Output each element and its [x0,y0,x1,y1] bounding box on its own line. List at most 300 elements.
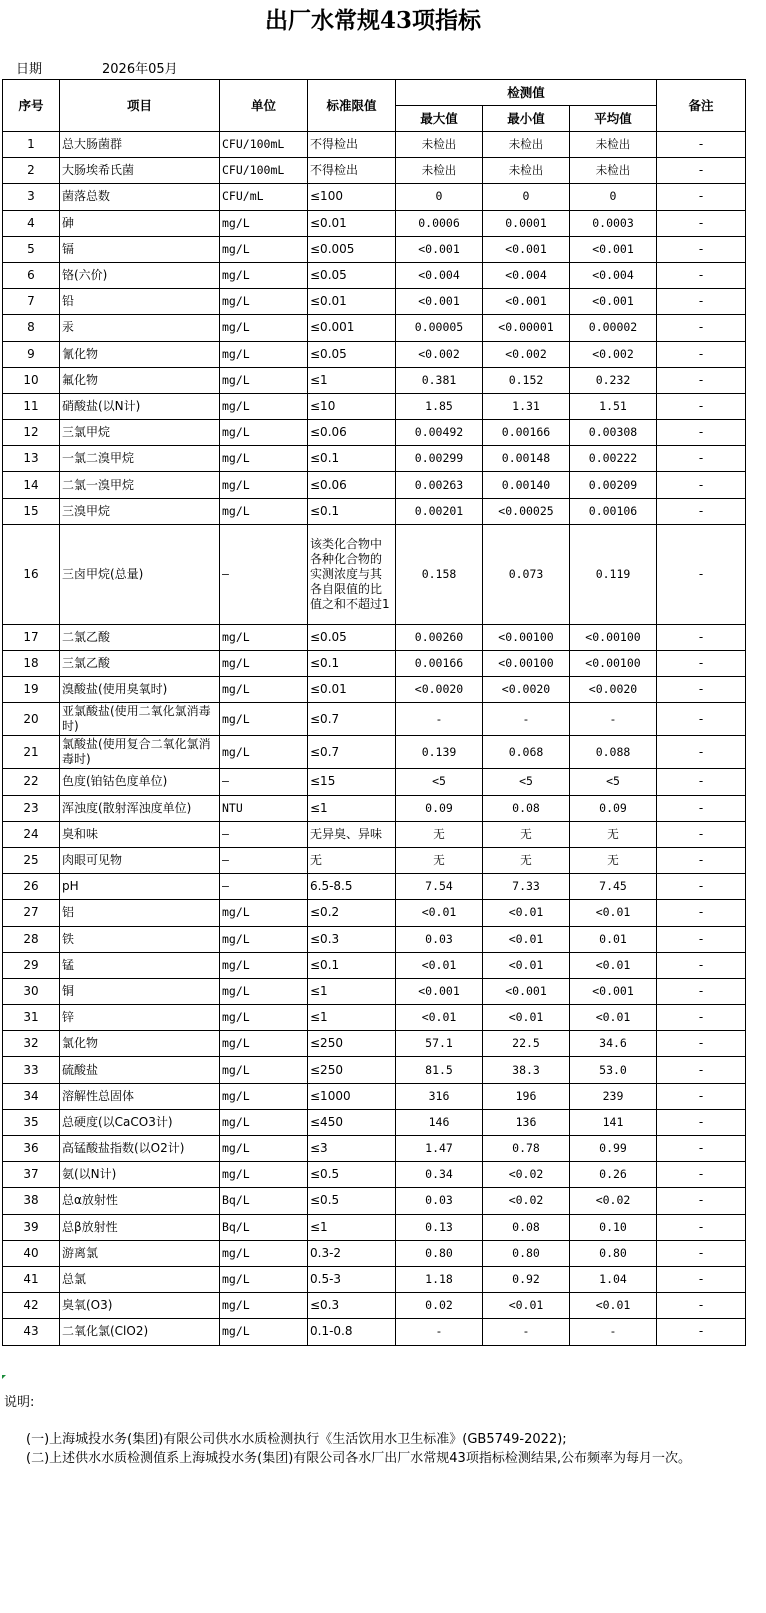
row-avg: <0.001 [570,289,657,315]
row-avg: <0.001 [570,236,657,262]
row-standard: ≤0.01 [308,289,396,315]
row-standard: ≤1 [308,978,396,1004]
row-min: <0.00025 [483,498,570,524]
row-remark: - [657,184,746,210]
water-quality-table [2,79,746,1346]
row-item: 总硬度(以CaCO3计) [60,1109,220,1135]
row-max: 0.13 [396,1214,483,1240]
row-max: 0.00166 [396,651,483,677]
row-remark: - [657,341,746,367]
row-seq: 24 [3,821,60,847]
row-seq: 10 [3,367,60,393]
row-standard: ≤0.3 [308,1293,396,1319]
row-seq: 25 [3,847,60,873]
row-max: - [396,703,483,736]
row-max: <5 [396,769,483,795]
row-max: <0.002 [396,341,483,367]
row-avg: 0.80 [570,1240,657,1266]
row-seq: 34 [3,1083,60,1109]
table-row [3,184,746,210]
table-row [3,446,746,472]
table-row [3,1162,746,1188]
row-standard: ≤0.001 [308,315,396,341]
row-seq: 23 [3,795,60,821]
row-item: 溶解性总固体 [60,1083,220,1109]
row-max: 146 [396,1109,483,1135]
row-remark: - [657,236,746,262]
row-seq: 32 [3,1031,60,1057]
row-remark: - [657,1214,746,1240]
row-standard: ≤0.06 [308,420,396,446]
row-seq: 19 [3,677,60,703]
row-remark: - [657,367,746,393]
row-remark: - [657,736,746,769]
cell-marker-icon [2,1375,6,1379]
row-seq: 17 [3,624,60,650]
row-avg: 未检出 [570,158,657,184]
row-remark: - [657,874,746,900]
row-avg: <0.01 [570,1005,657,1031]
row-item: 硫酸盐 [60,1057,220,1083]
row-standard: ≤0.1 [308,952,396,978]
row-min: <0.01 [483,952,570,978]
notes-line-1: (一)上海城投水务(集团)有限公司供水水质检测执行《生活饮用水卫生标准》(GB5749-2022); [26,1432,567,1447]
row-seq: 15 [3,498,60,524]
row-item: 三溴甲烷 [60,498,220,524]
row-max: <0.004 [396,262,483,288]
table-body [3,132,746,1346]
row-unit: mg/L [220,624,308,650]
row-max: 无 [396,847,483,873]
notes-line-2: (二)上述供水水质检测值系上海城投水务(集团)有限公司各水厂出厂水常规43项指标检测结果,公布频率为每月一次。 [26,1451,691,1466]
row-seq: 11 [3,393,60,419]
row-avg: 0.00002 [570,315,657,341]
row-seq: 18 [3,651,60,677]
row-remark: - [657,1266,746,1292]
row-remark: - [657,262,746,288]
row-min: <0.00100 [483,624,570,650]
row-unit: — [220,847,308,873]
row-unit: — [220,524,308,624]
row-min: <0.01 [483,1005,570,1031]
row-seq: 6 [3,262,60,288]
row-standard: 0.1-0.8 [308,1319,396,1345]
row-min: 38.3 [483,1057,570,1083]
header-avg: 平均值 [570,106,657,132]
row-min: 0.92 [483,1266,570,1292]
row-item: 二氧化氯(ClO2) [60,1319,220,1345]
row-seq: 14 [3,472,60,498]
row-remark: - [657,900,746,926]
header-item: 项目 [60,80,220,132]
table-row [3,393,746,419]
row-unit: mg/L [220,952,308,978]
row-item: 锌 [60,1005,220,1031]
row-standard: ≤0.05 [308,624,396,650]
row-unit: mg/L [220,1293,308,1319]
row-unit: mg/L [220,900,308,926]
row-max: 57.1 [396,1031,483,1057]
table-row [3,262,746,288]
row-standard: ≤250 [308,1057,396,1083]
row-unit: mg/L [220,289,308,315]
row-max: <0.001 [396,289,483,315]
table-row [3,847,746,873]
row-standard: 无异臭、异味 [308,821,396,847]
row-item: 臭氧(O3) [60,1293,220,1319]
date-value: 2026年05月 [102,62,178,77]
row-min: 未检出 [483,132,570,158]
row-seq: 43 [3,1319,60,1345]
header-unit: 单位 [220,80,308,132]
row-unit: mg/L [220,1240,308,1266]
row-avg: 0.119 [570,524,657,624]
row-item: 铁 [60,926,220,952]
header-max: 最大值 [396,106,483,132]
notes [4,1393,746,1468]
row-avg: 0.0003 [570,210,657,236]
row-remark: - [657,1293,746,1319]
row-seq: 41 [3,1266,60,1292]
row-avg: <5 [570,769,657,795]
table-row [3,900,746,926]
row-min: <0.002 [483,341,570,367]
row-item: 溴酸盐(使用臭氧时) [60,677,220,703]
row-unit: NTU [220,795,308,821]
table-row [3,952,746,978]
row-remark: - [657,769,746,795]
row-min: - [483,1319,570,1345]
row-avg: <0.01 [570,900,657,926]
header-detected: 检测值 [396,80,657,106]
row-item: 一氯二溴甲烷 [60,446,220,472]
row-standard: ≤0.5 [308,1162,396,1188]
row-avg: <0.00100 [570,651,657,677]
row-avg: 0.00222 [570,446,657,472]
row-avg: 0.00106 [570,498,657,524]
table-row [3,1109,746,1135]
row-avg: <0.02 [570,1188,657,1214]
row-min: 未检出 [483,158,570,184]
row-remark: - [657,1319,746,1345]
row-max: <0.01 [396,952,483,978]
row-standard: ≤0.06 [308,472,396,498]
row-min: - [483,703,570,736]
row-max: 0.158 [396,524,483,624]
row-unit: mg/L [220,677,308,703]
row-standard: 该类化合物中各种化合物的实测浓度与其各自限值的比值之和不超过1 [308,524,396,624]
row-remark: - [657,1240,746,1266]
row-item: 三卤甲烷(总量) [60,524,220,624]
row-item: 臭和味 [60,821,220,847]
row-unit: mg/L [220,703,308,736]
table-row [3,341,746,367]
row-min: <0.00100 [483,651,570,677]
row-unit: mg/L [220,1266,308,1292]
row-unit: mg/L [220,926,308,952]
row-min: <0.01 [483,926,570,952]
row-avg: 7.45 [570,874,657,900]
header-seq: 序号 [3,80,60,132]
row-max: 1.47 [396,1136,483,1162]
row-seq: 22 [3,769,60,795]
row-item: 氟化物 [60,367,220,393]
row-seq: 38 [3,1188,60,1214]
row-remark: - [657,158,746,184]
row-standard: 6.5-8.5 [308,874,396,900]
row-avg: - [570,703,657,736]
row-item: 浑浊度(散射浑浊度单位) [60,795,220,821]
row-item: 氯酸盐(使用复合二氧化氯消毒时) [60,736,220,769]
row-item: 砷 [60,210,220,236]
row-max: 0.00263 [396,472,483,498]
row-remark: - [657,795,746,821]
row-unit: mg/L [220,393,308,419]
row-seq: 20 [3,703,60,736]
table-row [3,132,746,158]
row-seq: 33 [3,1057,60,1083]
row-standard: ≤10 [308,393,396,419]
table-row [3,158,746,184]
row-seq: 40 [3,1240,60,1266]
table-row [3,978,746,1004]
row-standard: ≤0.2 [308,900,396,926]
row-unit: mg/L [220,315,308,341]
row-max: <0.01 [396,1005,483,1031]
row-unit: mg/L [220,736,308,769]
row-item: 总β放射性 [60,1214,220,1240]
table-row [3,236,746,262]
row-item: 总氯 [60,1266,220,1292]
row-min: <0.02 [483,1188,570,1214]
row-avg: 239 [570,1083,657,1109]
row-standard: ≤0.005 [308,236,396,262]
table-row [3,472,746,498]
row-standard: ≤1 [308,1005,396,1031]
row-standard: ≤0.7 [308,703,396,736]
row-seq: 30 [3,978,60,1004]
row-max: 0.381 [396,367,483,393]
row-standard: 0.3-2 [308,1240,396,1266]
row-max: 81.5 [396,1057,483,1083]
row-seq: 2 [3,158,60,184]
row-standard: ≤0.3 [308,926,396,952]
row-item: 二氯乙酸 [60,624,220,650]
row-unit: mg/L [220,1319,308,1345]
row-remark: - [657,926,746,952]
table-row [3,1240,746,1266]
row-standard: 不得检出 [308,158,396,184]
row-min: <0.01 [483,900,570,926]
row-avg: 0.00308 [570,420,657,446]
row-avg: 1.51 [570,393,657,419]
row-seq: 21 [3,736,60,769]
row-avg: 0.088 [570,736,657,769]
table-row [3,1136,746,1162]
row-avg: <0.01 [570,952,657,978]
row-unit: mg/L [220,498,308,524]
row-min: 0.08 [483,1214,570,1240]
row-avg: 无 [570,821,657,847]
row-item: 总α放射性 [60,1188,220,1214]
row-unit: Bq/L [220,1188,308,1214]
row-avg: 141 [570,1109,657,1135]
row-remark: - [657,624,746,650]
row-standard: ≤0.7 [308,736,396,769]
table-row [3,420,746,446]
row-seq: 12 [3,420,60,446]
row-max: 0.34 [396,1162,483,1188]
row-min: 7.33 [483,874,570,900]
row-max: <0.001 [396,236,483,262]
row-min: <0.001 [483,289,570,315]
row-avg: <0.001 [570,978,657,1004]
row-avg: 53.0 [570,1057,657,1083]
row-max: 0.00299 [396,446,483,472]
row-unit: mg/L [220,236,308,262]
row-unit: mg/L [220,262,308,288]
row-item: 亚氯酸盐(使用二氧化氯消毒时) [60,703,220,736]
row-unit: mg/L [220,1136,308,1162]
page-title: 出厂水常规43项指标 [264,7,481,34]
table-row [3,1214,746,1240]
row-avg: <0.004 [570,262,657,288]
table-row [3,498,746,524]
row-seq: 9 [3,341,60,367]
row-standard: 0.5-3 [308,1266,396,1292]
row-standard: ≤1 [308,1214,396,1240]
row-avg: 0.232 [570,367,657,393]
row-max: <0.001 [396,978,483,1004]
row-avg: 0.01 [570,926,657,952]
row-avg: <0.00100 [570,624,657,650]
row-standard: ≤3 [308,1136,396,1162]
row-min: <0.00001 [483,315,570,341]
row-seq: 29 [3,952,60,978]
row-remark: - [657,1005,746,1031]
row-item: 菌落总数 [60,184,220,210]
row-min: 1.31 [483,393,570,419]
row-max: <0.01 [396,900,483,926]
row-remark: - [657,498,746,524]
row-unit: mg/L [220,472,308,498]
row-seq: 3 [3,184,60,210]
row-min: 0.073 [483,524,570,624]
row-min: <0.01 [483,1293,570,1319]
row-min: 无 [483,847,570,873]
row-seq: 13 [3,446,60,472]
row-unit: — [220,874,308,900]
row-remark: - [657,472,746,498]
row-avg: - [570,1319,657,1345]
row-item: 铝 [60,900,220,926]
row-max: 未检出 [396,132,483,158]
row-avg: 34.6 [570,1031,657,1057]
row-unit: Bq/L [220,1214,308,1240]
table-row [3,210,746,236]
row-unit: CFU/mL [220,184,308,210]
row-unit: mg/L [220,420,308,446]
row-unit: mg/L [220,651,308,677]
row-max: 0 [396,184,483,210]
table-row [3,1031,746,1057]
table-row [3,821,746,847]
row-min: 0.78 [483,1136,570,1162]
row-standard: ≤1 [308,795,396,821]
row-unit: mg/L [220,1109,308,1135]
row-avg: <0.002 [570,341,657,367]
table-row [3,1057,746,1083]
row-standard: 无 [308,847,396,873]
row-item: 肉眼可见物 [60,847,220,873]
row-remark: - [657,1031,746,1057]
row-remark: - [657,1057,746,1083]
row-remark: - [657,289,746,315]
row-min: 0 [483,184,570,210]
row-max: 7.54 [396,874,483,900]
row-remark: - [657,420,746,446]
row-min: 0.08 [483,795,570,821]
row-item: 高锰酸盐指数(以O2计) [60,1136,220,1162]
row-remark: - [657,1109,746,1135]
table-row [3,524,746,624]
row-avg: 0.99 [570,1136,657,1162]
row-seq: 36 [3,1136,60,1162]
row-remark: - [657,524,746,624]
row-max: 0.03 [396,1188,483,1214]
row-unit: mg/L [220,978,308,1004]
row-remark: - [657,847,746,873]
table-row [3,315,746,341]
row-item: 二氯一溴甲烷 [60,472,220,498]
row-standard: ≤0.1 [308,446,396,472]
row-max: 0.00005 [396,315,483,341]
row-unit: CFU/100mL [220,132,308,158]
row-min: <0.001 [483,236,570,262]
row-seq: 4 [3,210,60,236]
row-min: 0.00148 [483,446,570,472]
row-max: 0.00492 [396,420,483,446]
row-min: <0.0020 [483,677,570,703]
row-seq: 42 [3,1293,60,1319]
table-row [3,769,746,795]
table-row [3,677,746,703]
table-row [3,703,746,736]
row-min: 196 [483,1083,570,1109]
row-max: <0.0020 [396,677,483,703]
row-item: 总大肠菌群 [60,132,220,158]
row-min: <5 [483,769,570,795]
table-row [3,1005,746,1031]
row-unit: mg/L [220,1005,308,1031]
row-max: 0.00201 [396,498,483,524]
row-min: <0.004 [483,262,570,288]
row-avg: 0.00209 [570,472,657,498]
row-unit: CFU/100mL [220,158,308,184]
table-row [3,1188,746,1214]
row-remark: - [657,446,746,472]
row-max: - [396,1319,483,1345]
row-min: 0.0001 [483,210,570,236]
row-remark: - [657,703,746,736]
row-seq: 26 [3,874,60,900]
row-remark: - [657,1162,746,1188]
row-max: 316 [396,1083,483,1109]
row-standard: ≤15 [308,769,396,795]
row-seq: 39 [3,1214,60,1240]
row-standard: ≤0.05 [308,262,396,288]
row-remark: - [657,132,746,158]
